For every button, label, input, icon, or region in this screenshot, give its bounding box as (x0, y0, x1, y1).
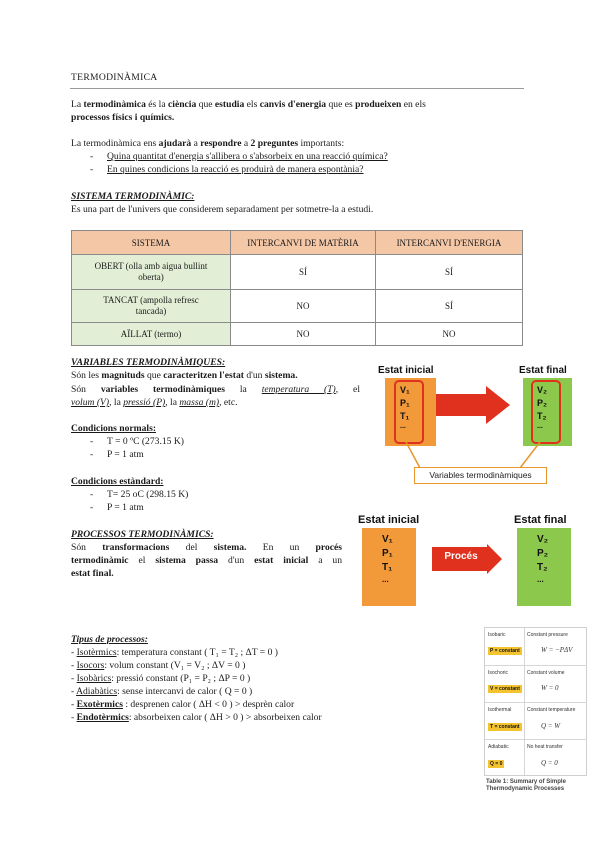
summary-row-divider (485, 702, 586, 703)
list-item: - Isobàrics: pressió constant (P₁ = P₂ ; ΔP = 0 ) (71, 673, 251, 684)
variables-line-2: Són variables termodinàmiques la temperatura (T), el (71, 384, 360, 395)
question-bullet-1: - (90, 151, 94, 162)
diagram2-final-vars: V₂ P₂ T₂ ... (537, 534, 549, 584)
diagram1-initial-title: Estat inicial (378, 365, 434, 376)
diagram2-initial-title: Estat inicial (358, 514, 420, 526)
summary-row-divider (485, 665, 586, 666)
summary-row-desc: Constant pressure (527, 632, 568, 638)
summary-row-badge: T = constant (490, 724, 520, 730)
table-cell-system: OBERT (olla amb aigua bullint oberta) (72, 255, 231, 290)
table-row (72, 323, 523, 346)
types-heading: Tipus de processos: (71, 634, 148, 645)
summary-table (484, 627, 587, 776)
standard-condition-item: T= 25 oC (298.15 K) (107, 489, 189, 500)
table-header: INTERCANVI D'ENERGIA (376, 231, 523, 255)
list-bullet: - (90, 489, 94, 500)
helps-line: La termodinàmica ens ajudarà a respondre a 2 preguntes importants: (71, 138, 345, 149)
variables-line-1: Són les magnituds que caracteritzen l'estat d'un sistema. (71, 370, 298, 381)
list-item: - Exotèrmics : desprenen calor ( ΔH < 0 ) > desprèn calor (71, 699, 295, 710)
intro-line-1: La termodinàmica és la ciència que estudia els canvis d'energia que es produeixen en els (71, 99, 426, 110)
table-cell-energy: SÍ (376, 255, 523, 290)
standard-condition-item: P = 1 atm (107, 502, 144, 513)
processes-line-1: Són transformacions del sistema. En un procés (71, 542, 342, 553)
summary-row-desc: No heat transfer (527, 744, 563, 750)
table-header: SISTEMA (72, 231, 231, 255)
diagram1-final-title: Estat final (519, 365, 567, 376)
table-header-row (72, 231, 523, 255)
summary-row-name: Adiabatic (488, 744, 509, 750)
summary-table-caption: Table 1: Summary of Simple Thermodynamic Processes (486, 779, 566, 792)
question-1: Quina quantitat d'energia s'allibera o s'absorbeix en una reacció química? (107, 151, 388, 162)
summary-row-name: Isothermal (488, 707, 512, 713)
diagram2-final-title: Estat final (514, 514, 567, 526)
system-table (71, 230, 523, 346)
list-bullet: - (90, 502, 94, 513)
summary-row-equation: W = −PΔV (541, 646, 573, 654)
table-header: INTERCANVI DE MATÈRIA (231, 231, 376, 255)
list-bullet: - (90, 449, 94, 460)
diagram1-initial-vars: V₁ P₁ T₁ ... (400, 385, 410, 430)
system-description: Es una part de l'univers que considerem separadament per sotmetre-la a estudi. (71, 204, 374, 215)
table-cell-system: TANCAT (ampolla refresc tancada) (72, 290, 231, 323)
table-cell-system: AÏLLAT (termo) (72, 323, 231, 346)
diagram2-initial-vars: V₁ P₁ T₁ ... (382, 534, 393, 584)
processes-line-3: estat final. (71, 568, 114, 579)
list-item: - Isotèrmics: temperatura constant ( T₁ = T₂ ; ΔT = 0 ) (71, 647, 278, 658)
variables-line-3: volum (V), la pressió (P), la massa (m), etc. (71, 397, 238, 408)
caption-pointer-right (520, 442, 540, 468)
question-2: En quines condicions la reacció es produirà de manera espontània? (107, 164, 364, 175)
summary-row-desc: Constant temperature (527, 707, 576, 713)
table-cell-energy: NO (376, 323, 523, 346)
summary-row-equation: Q = 0 (541, 759, 558, 767)
list-item: - Adiabàtics: sense intercanvi de calor ( Q = 0 ) (71, 686, 253, 697)
summary-row-desc: Constant volume (527, 670, 565, 676)
list-item: - Endotèrmics: absorbeixen calor ( ΔH > 0 ) > absorbeixen calor (71, 712, 322, 723)
summary-row-name: Isochoric (488, 670, 509, 676)
table-cell-matter: NO (231, 290, 376, 323)
summary-row-equation: Q = W (541, 722, 561, 730)
summary-row-divider (485, 739, 586, 740)
question-bullet-2: - (90, 164, 94, 175)
diagram1-arrow (436, 386, 512, 424)
table-cell-matter: NO (231, 323, 376, 346)
processes-line-2: termodinàmic el sistema passa d'un estat inicial a un (71, 555, 342, 566)
title-divider (70, 88, 524, 89)
diagram1-caption: Variables termodinàmiques (414, 467, 547, 484)
variables-heading: VARIABLES TERMODINÀMIQUES: (71, 357, 226, 368)
table-row (72, 290, 523, 323)
list-bullet: - (90, 436, 94, 447)
summary-row-badge: P = constant (490, 648, 520, 654)
normal-conditions-heading: Condicions normals: (71, 423, 157, 434)
table-row (72, 255, 523, 290)
standard-conditions-heading: Condicions estàndard: (71, 476, 164, 487)
list-item: - Isocors: volum constant (V₁ = V₂ ; ΔV = 0 ) (71, 660, 246, 671)
system-heading: SISTEMA TERMODINÀMIC: (71, 191, 195, 202)
caption-pointer-left (406, 442, 420, 468)
diagram2-arrow-label: Procés (444, 551, 478, 562)
summary-row-equation: W = 0 (541, 684, 559, 692)
intro-line-2: processos físics i químics. (71, 112, 175, 123)
processes-heading: PROCESSOS TERMODINÀMICS: (71, 529, 214, 540)
diagram1-caption-lines (400, 440, 560, 470)
summary-row-name: Isobaric (488, 632, 506, 638)
diagram1-final-vars: V₂ P₂ T₂ ... (537, 385, 548, 430)
summary-row-badge: V = constant (490, 686, 520, 692)
normal-condition-item: T = 0 ºC (273.15 K) (107, 436, 184, 447)
page-title: TERMODINÀMICA (71, 72, 158, 83)
table-cell-energy: SÍ (376, 290, 523, 323)
normal-condition-item: P = 1 atm (107, 449, 144, 460)
table-cell-matter: SÍ (231, 255, 376, 290)
diagram1-arrow-shape (436, 386, 510, 424)
summary-row-badge: Q = 0 (490, 761, 503, 767)
